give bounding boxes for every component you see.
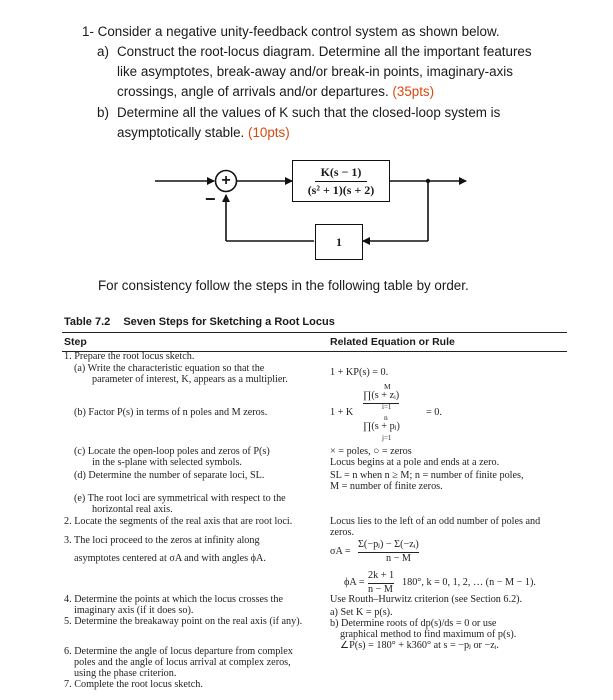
step-3-line1: 3. The loci proceed to the zeros at infinity along <box>64 535 260 546</box>
rule-3-phi-tail: 180°, k = 0, 1, 2, … (n − M − 1). <box>402 577 536 588</box>
rule-1c-line1: × = poles, ○ = zeros <box>330 446 412 457</box>
part-b-line1: Determine all the values of K such that the closed-loop system is <box>117 105 501 120</box>
step-1e-line2: horizontal real axis. <box>92 504 173 515</box>
question-intro: Consider a negative unity-feedback control system as shown below. <box>97 24 500 39</box>
rule-3-phi-numerator: 2k + 1 <box>368 570 394 584</box>
summing-plus-sign: + <box>221 172 231 189</box>
table-title-row <box>62 313 567 332</box>
rule-5-line1: a) Set K = p(s). <box>330 607 393 618</box>
rule-3-phi-lead: ϕA = <box>344 577 365 588</box>
step-1c-line2: in the s-plane with selected symbols. <box>92 457 242 468</box>
part-a-line1: Construct the root-locus diagram. Determine all the important features <box>117 44 532 59</box>
column-header-step: Step <box>64 336 87 348</box>
table-body <box>62 313 567 700</box>
step-1d: (d) Determine the number of separate loci, SL. <box>74 470 265 481</box>
step-4-line2: imaginary axis (if it does so). <box>74 605 194 616</box>
feedback-block <box>315 224 363 260</box>
forward-transfer-function <box>308 165 375 198</box>
forward-transfer-block <box>292 160 390 202</box>
table-label: Table 7.2 <box>64 316 111 328</box>
rule-1c-line2: Locus begins at a pole and ends at a zero. <box>330 457 500 468</box>
step-1c-line1: (c) Locate the open-loop poles and zeros of P(s) <box>74 446 270 457</box>
root-locus-steps-table <box>62 313 567 690</box>
table-header <box>62 333 567 351</box>
rule-1b-numerator: ∏(s + zᵢ) <box>363 390 399 404</box>
part-a-line3: crossings, angle of arrivals and/or departures. <box>117 84 389 99</box>
rule-3-sigma-numerator: Σ(−pⱼ) − Σ(−zᵢ) <box>358 539 419 553</box>
rule-6: ∠P(s) = 180° + k360° at s = −pⱼ or −zᵢ. <box>340 640 499 651</box>
rule-3-sigma-denominator: n − M <box>386 553 411 564</box>
step-5: 5. Determine the breakaway point on the real axis (if any). <box>64 616 303 627</box>
part-a-line2: like asymptotes, break-away and/or break-in points, imaginary-axis <box>117 64 513 79</box>
step-3-line2: asymptotes centered at σA and with angles ϕA. <box>74 553 266 564</box>
part-b-points: (10pts) <box>248 125 290 140</box>
step-2: 2. Locate the segments of the real axis that are root loci. <box>64 516 293 527</box>
pickoff-point <box>426 179 430 183</box>
forward-numerator: K(s − 1) <box>315 165 368 182</box>
block-diagram <box>0 0 613 300</box>
forward-denominator: (s² + 1)(s + 2) <box>307 182 375 197</box>
step-1b: (b) Factor P(s) in terms of n poles and M zeros. <box>74 407 268 418</box>
rule-5-line3: graphical method to find maximum of p(s). <box>340 629 517 640</box>
column-header-rule: Related Equation or Rule <box>330 336 455 348</box>
step-4-line1: 4. Determine the points at which the locus crosses the <box>64 594 283 605</box>
rule-1a: 1 + KP(s) = 0. <box>330 367 389 378</box>
step-1a-line2: parameter of interest, K, appears as a multiplier. <box>92 374 288 385</box>
rule-1b-num-top: M <box>384 382 391 391</box>
step-6-line3: using the phase criterion. <box>74 668 177 679</box>
part-a-label: a) <box>97 44 109 59</box>
rule-1d-line1: SL = n when n ≥ M; n = number of finite poles, <box>330 470 524 481</box>
summing-minus-sign: − <box>205 189 216 209</box>
rule-1b-tail: = 0. <box>426 407 442 418</box>
question-number: 1- <box>82 24 94 39</box>
rule-5-line2: b) Determine roots of dp(s)/ds = 0 or use <box>330 618 497 629</box>
rule-3-sigma-lead: σA = <box>330 546 351 557</box>
instruction-note: For consistency follow the steps in the following table by order. <box>98 278 469 293</box>
part-b-label: b) <box>97 105 109 120</box>
rule-1d-line2: M = number of finite zeros. <box>330 481 443 492</box>
rule-1b-lead: 1 + K <box>330 407 354 418</box>
rule-2-line1: Locus lies to the left of an odd number of poles and <box>330 516 541 527</box>
table-title: Seven Steps for Sketching a Root Locus <box>123 316 335 328</box>
rule-1b-num-bottom: i=1 <box>382 403 392 411</box>
rule-4: Use Routh–Hurwitz criterion (see Section 6.2). <box>330 594 523 605</box>
feedback-gain: 1 <box>336 234 342 249</box>
part-b-line2: asymptotically stable. <box>117 125 245 140</box>
rule-1b-denominator: ∏(s + pⱼ) <box>363 421 400 432</box>
step-6-line1: 6. Determine the angle of locus departure from complex <box>64 646 293 657</box>
part-a-points: (35pts) <box>392 84 435 99</box>
step-1e-line1: (e) The root loci are symmetrical with respect to the <box>74 493 286 504</box>
step-6-line2: poles and the angle of locus arrival at complex zeros, <box>74 657 291 668</box>
table-header-rule <box>62 351 567 352</box>
rule-1b-den-bottom: j=1 <box>382 434 392 442</box>
step-1a-line1: (a) Write the characteristic equation so that the <box>74 363 265 374</box>
rule-2-line2: zeros. <box>330 527 355 538</box>
rule-1b-den-top: n <box>384 413 388 422</box>
step-1: 1. Prepare the root locus sketch. <box>64 351 195 362</box>
step-7: 7. Complete the root locus sketch. <box>64 679 203 690</box>
rule-3-phi-denominator: n − M <box>368 584 393 595</box>
